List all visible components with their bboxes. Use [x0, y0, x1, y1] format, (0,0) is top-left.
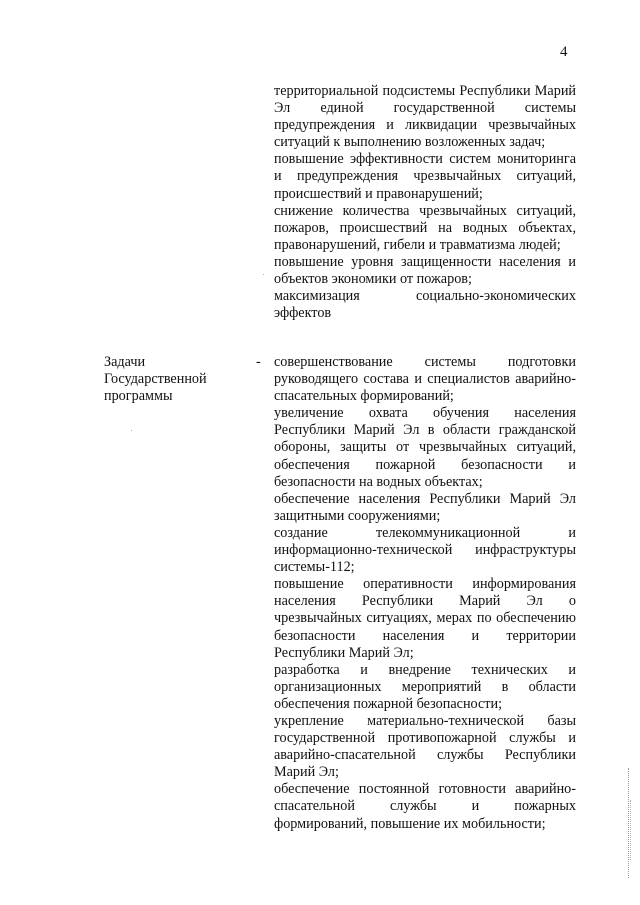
paragraph: максимизация социально-экономических эффектов — [274, 288, 576, 322]
scan-speck — [263, 274, 264, 275]
paragraph: обеспечение постоянной готовности аварийно-спасательной службы и пожарных формирований, повышение их мобильности; — [274, 781, 576, 832]
paragraph: снижение количества чрезвычайных ситуаций, пожаров, происшествий на водных объектах, правонарушений, гибели и травматизма людей; — [274, 202, 576, 253]
paragraph: обеспечение населения Республики Марий Эл защитными сооружениями; — [274, 490, 576, 524]
paragraph: территориальной подсистемы Республики Марий Эл единой государственной системы предупреждения и ликвидации чрезвычайных ситуаций к выполнению возложенных задач; — [274, 83, 576, 151]
paragraph: увеличение охвата обучения населения Республики Марий Эл в области гражданской обороны, защиты от чрезвычайных ситуаций, обеспечения пожарной безопасности и безопасности на водных объектах; — [274, 405, 576, 490]
paragraph: повышение эффективности систем мониторинга и предупреждения чрезвычайных ситуаций, происшествий и правонарушений; — [274, 151, 576, 202]
tasks-text — [274, 354, 576, 833]
paragraph: укрепление материально-технической базы государственной противопожарной службы и аварийно-спасательной службы Республики Марий Эл; — [274, 712, 576, 781]
paragraph: повышение оперативности информирования населения Республики Марий Эл о чрезвычайных ситуациях, мерах по обеспечению безопасности населения и территории Республики Марий Эл; — [274, 576, 576, 661]
tasks-label-line: Государственной — [104, 371, 207, 388]
page-number: 4 — [560, 44, 568, 60]
tasks-label-line: Задачи — [104, 354, 146, 370]
continued-goals-text — [274, 83, 576, 322]
paragraph: совершенствование системы подготовки руководящего состава и специалистов аварийно-спасательных формирований; — [274, 354, 576, 405]
scan-speck — [131, 430, 132, 431]
tasks-label — [104, 354, 254, 405]
paragraph: разработка и внедрение технических и организационных мероприятий в области обеспечения пожарной безопасности; — [274, 661, 576, 712]
scan-artifact — [630, 800, 632, 860]
label-dash: - — [256, 354, 261, 370]
paragraph: создание телекоммуникационной и информационно-технической инфраструктуры системы-112; — [274, 524, 576, 576]
paragraph: повышение уровня защищенности населения и объектов экономики от пожаров; — [274, 253, 576, 288]
tasks-label-line: программы — [104, 388, 173, 405]
